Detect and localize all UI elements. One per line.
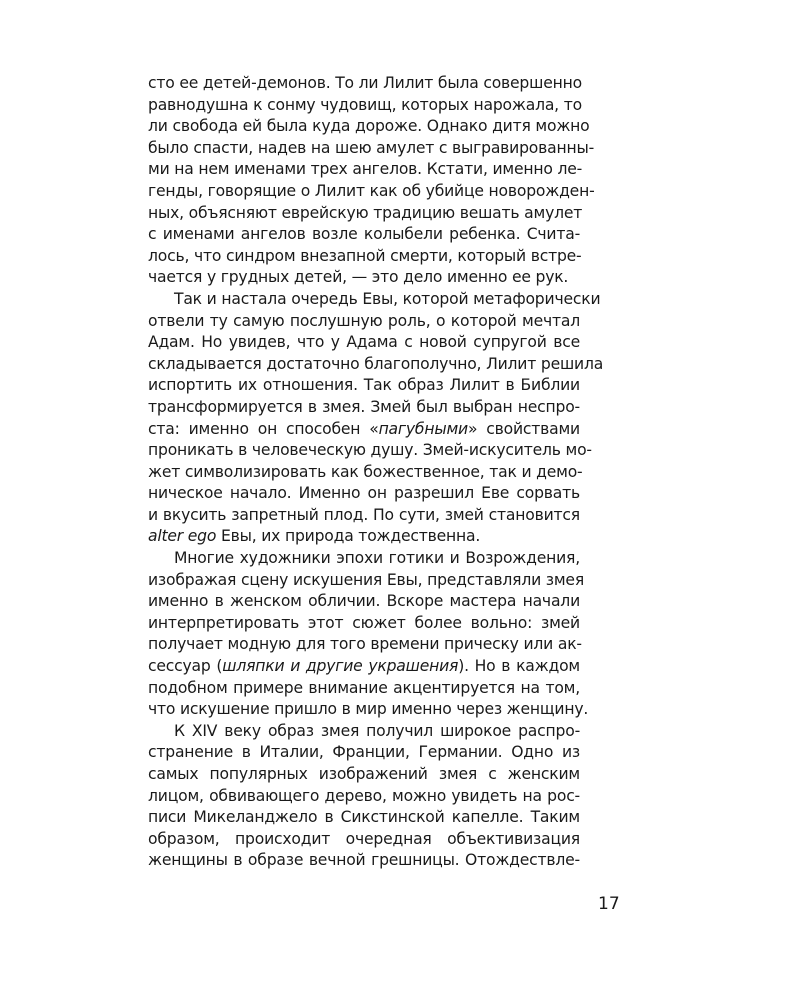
text-line — [148, 505, 580, 527]
text-segment: подобном примере внимание акцентируется на том, — [148, 678, 580, 697]
text-segment: чается у грудных детей, — это дело именно ее рук. — [148, 268, 569, 287]
text-line — [148, 116, 590, 138]
text-line — [148, 721, 580, 743]
text-segment: лицом, обвивающего дерево, можно увидеть на рос- — [148, 786, 580, 805]
text-line — [148, 138, 595, 160]
text-segment: ническое начало. Именно он разрешил Еве сорвать — [148, 484, 580, 503]
text-segment: самых популярных изображений змея с женским — [148, 765, 580, 783]
text-segment: было спасти, надев на шею амулет с выгравированны- — [148, 138, 595, 157]
text-segment: образом, происходит очередная объективизация — [148, 829, 580, 848]
text-segment: с именами ангелов возле колыбели ребенка. Счита- — [148, 225, 580, 244]
text-line — [148, 829, 580, 851]
text-segment: изображая сцену искушения Евы, представляли змея — [148, 570, 585, 589]
text-line — [148, 526, 580, 548]
text-line — [148, 289, 601, 311]
text-line — [148, 73, 580, 95]
text-segment: сессуар ( — [148, 657, 223, 676]
text-line — [148, 807, 580, 829]
text-line — [148, 548, 580, 570]
text-line — [148, 634, 580, 656]
text-line — [148, 613, 580, 635]
text-segment: генды, говорящие о Лилит как об убийце новорожден- — [148, 181, 595, 200]
text-segment: женщины в образе вечной грешницы. Отождествле- — [148, 851, 580, 870]
text-line — [148, 203, 583, 225]
text-segment: странение в Италии, Франции, Германии. Одно из — [148, 743, 580, 762]
text-segment: лось, что синдром внезапной смерти, который встре- — [148, 246, 582, 265]
text-segment: испортить их отношения. Так образ Лилит в Библии — [148, 376, 580, 395]
body-text — [148, 73, 604, 872]
text-line — [148, 397, 580, 419]
text-segment: ). Но в каждом — [458, 657, 580, 676]
text-line — [148, 570, 585, 592]
paragraph — [148, 721, 580, 872]
italic-text: пагубными — [378, 419, 468, 438]
text-segment: равнодушна к сонму чудовищ, которых нарожала, то — [148, 95, 582, 114]
paragraph — [148, 289, 604, 548]
italic-text: alter ego — [148, 527, 217, 546]
text-line — [148, 246, 580, 268]
text-line — [148, 462, 583, 484]
text-segment: Многие художники эпохи готики и Возрождения, — [174, 549, 580, 568]
text-line — [148, 354, 604, 376]
text-segment: ми на нем именами трех ангелов. Кстати, именно ле- — [148, 160, 583, 179]
page-number: 17 — [598, 894, 620, 914]
text-line — [148, 159, 583, 181]
text-segment: отвели ту самую послушную роль, о которой мечтал — [148, 311, 580, 330]
text-segment: интерпретировать этот сюжет более вольно: змей — [148, 613, 580, 632]
text-segment: и вкусить запретный плод. По сути, змей становится — [148, 505, 580, 524]
text-segment: трансформируется в змея. Змей был выбран неспро- — [148, 397, 580, 416]
text-line — [148, 678, 580, 700]
text-segment: ных, объясняют еврейскую традицию вешать амулет — [148, 203, 583, 222]
text-line — [148, 267, 580, 289]
text-line — [148, 311, 580, 333]
text-segment: » свойствами — [467, 419, 580, 438]
text-line — [148, 764, 580, 786]
text-line — [148, 591, 580, 613]
text-segment: получает модную для того времени прическу или ак- — [148, 635, 582, 654]
text-segment: что искушение пришло в мир именно через женщину. — [148, 700, 589, 719]
paragraph — [148, 548, 589, 721]
text-segment: Так и настала очередь Евы, которой метафорически — [174, 289, 601, 308]
text-line — [148, 656, 580, 678]
text-segment: ста: именно он способен « — [148, 419, 379, 438]
text-segment: сто ее детей-демонов. То ли Лилит была совершенно — [148, 74, 582, 92]
text-segment: ли свобода ей была куда дороже. Однако дитя можно — [148, 117, 590, 136]
text-line — [148, 332, 580, 354]
text-line — [148, 419, 580, 441]
text-segment: Адам. Но увидев, что у Адама с новой супругой все — [148, 333, 580, 352]
text-segment: складывается достаточно благополучно, Лилит решила — [148, 354, 604, 373]
text-segment: жет символизировать как божественное, так и демо- — [148, 462, 583, 481]
italic-text: шляпки и другие украшения — [222, 657, 459, 676]
text-segment: писи Микеланджело в Сикстинской капелле. Таким — [148, 808, 580, 827]
text-line — [148, 699, 589, 721]
text-line — [148, 224, 580, 246]
text-line — [148, 742, 580, 764]
text-line — [148, 483, 580, 505]
text-segment: К XIV веку образ змея получил широкое распро- — [174, 721, 580, 740]
paragraph — [148, 73, 595, 289]
text-line — [148, 786, 580, 808]
text-segment: проникать в человеческую душу. Змей-искуситель мо- — [148, 441, 592, 460]
text-segment: Евы, их природа тождественна. — [216, 527, 481, 546]
text-segment: именно в женском обличии. Вскоре мастера начали — [148, 592, 580, 611]
text-line — [148, 375, 580, 397]
text-line — [148, 181, 595, 203]
text-line — [148, 95, 580, 117]
text-line — [148, 850, 580, 872]
text-line — [148, 440, 592, 462]
